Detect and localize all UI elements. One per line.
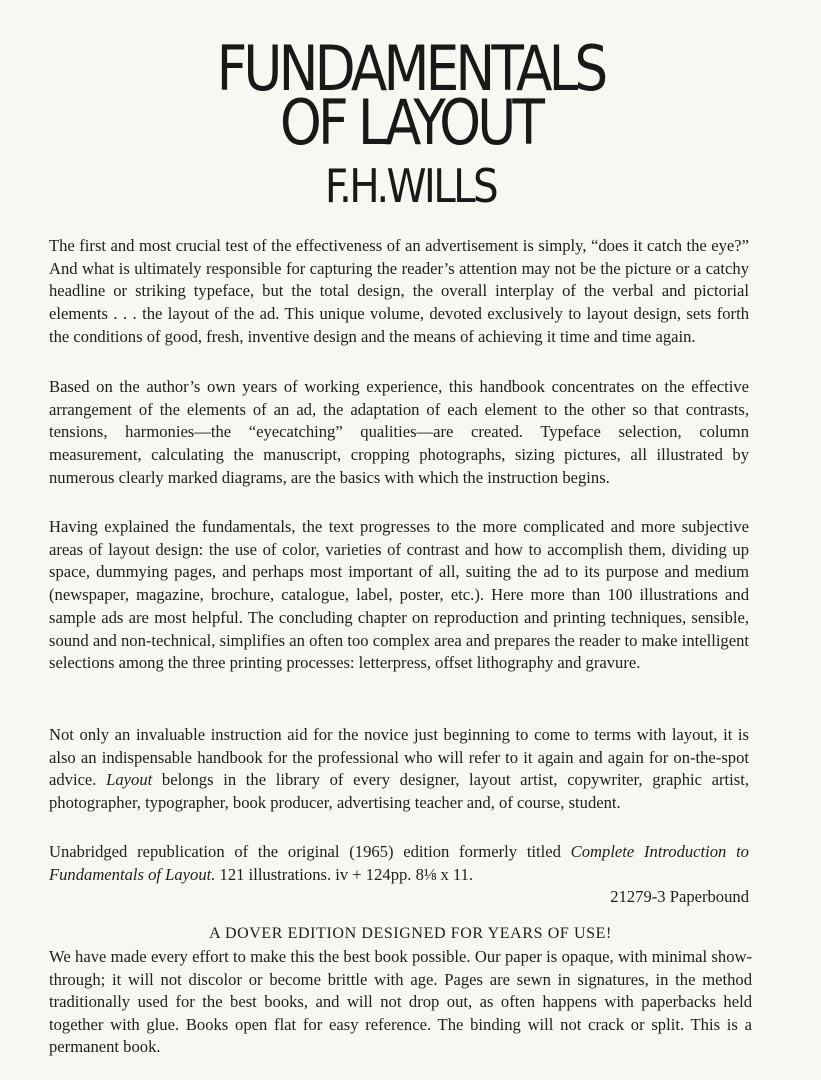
paragraph-5-end: 121 illustrations. iv + 124pp. 8⅛ x 11. (215, 864, 474, 884)
paragraph-4-text (49, 724, 749, 815)
paragraph-4-start: Not only an invaluable instruction aid for the novice just beginning to come to terms with layout, it is also an indispensable handbook for the professional who will refer to it again and again for on-the-spot advice. (49, 725, 749, 790)
paragraph-2-text: Based on the author’s own years of working experience, this handbook concentrates on the effective arrangement of the elements of an ad, the adaptation of each element to the other so that contrasts, tensions, harmonies—the “eyecatching” qualities—are created. Typeface selection, column measurement, calculating the manuscript, cropping photographs, sizing pictures, all illustrated by numerous clearly marked diagrams, are the basics with which the instruction begins. (49, 377, 749, 487)
author-name: F.H.WILLS (324, 159, 497, 213)
title-line-2 (0, 86, 821, 159)
title-text-2: OF LAYOUT (279, 86, 542, 159)
dover-edition-heading: A DOVER EDITION DESIGNED FOR YEARS OF USE! (209, 925, 612, 942)
paragraph-5-text (49, 841, 749, 886)
paragraph-5-start: Unabridged republication of the original (1965) edition formerly titled (49, 842, 571, 861)
paragraph-fundamentals (49, 516, 749, 689)
layout-title-italic: Layout (106, 770, 153, 790)
catalog-code: 21279-3 Paperbound (610, 887, 749, 907)
title-text-1: FUNDAMENTALS (216, 32, 605, 105)
paragraph-intro (49, 235, 749, 363)
paragraph-publication-info (49, 841, 749, 909)
paragraph-4-end: belongs in the library of every designer, layout artist, copywriter, graphic artist, photographer, typographer, book producer, advertising teacher and, of course, student. (49, 770, 749, 813)
paragraph-1-text: The first and most crucial test of the effectiveness of an advertisement is simply, “does it catch the eye?” And what is ultimately responsible for capturing the reader’s attention may not be the picture or a catchy headline or striking typeface, but the total design, the overall interplay of the verbal and pictorial elements . . . the layout of the ad. This unique volume, devoted exclusively to layout design, sets forth the conditions of good, fresh, inventive design and the means of achieving it time and time again. (49, 236, 749, 346)
paragraph-experience (49, 376, 749, 504)
paragraph-audience (49, 724, 749, 829)
dover-edition-text: We have made every effort to make this the best book possible. Our paper is opaque, with minimal show-through; it will not discolor or become brittle with age. Pages are sewn in signatures, in the method traditionally used for the best books, and will not drop out, as often happens with paperbacks held together with glue. Books open flat for easy reference. The binding will not crack or split. This is a permanent book. (49, 947, 752, 1056)
original-title-italic: Complete Introduction to Fundamentals of Layout. (49, 842, 749, 884)
paragraph-3-text: Having explained the fundamentals, the text progresses to the more complicated and more subjective areas of layout design: the use of color, varieties of contrast and how to accomplish them, dividing up space, dummying pages, and perhaps most important of all, suiting the ad to its purpose and medium (newspaper, magazine, brochure, catalogue, label, poster, etc.). Here more than 100 illustrations and sample ads are most helpful. The concluding chapter on reproduction and printing techniques, sensible, sound and non-technical, simplifies an often too complex area and prepares the reader to make intelligent selections among the three printing processes: letterpress, offset lithography and gravure. (49, 517, 749, 673)
